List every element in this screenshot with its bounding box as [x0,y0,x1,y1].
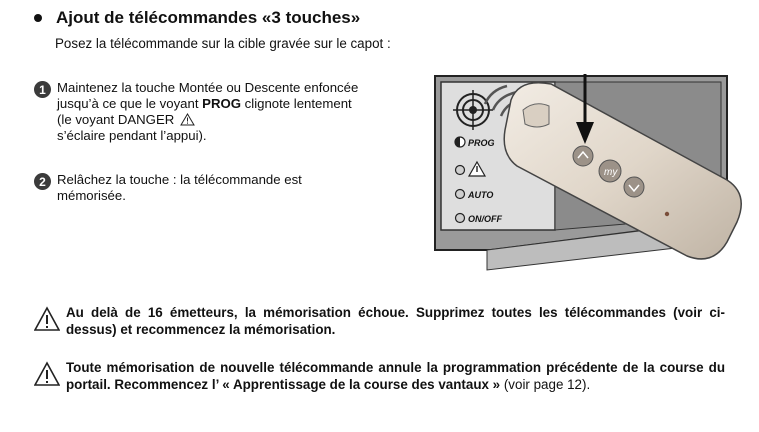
section-heading [34,8,360,28]
warning-triangle-icon [34,306,60,332]
step-text-part: clignote lentement (le voyant DANGER [57,96,352,127]
step-2 [34,172,362,204]
page-title: Ajout de télécommandes «3 touches» [56,8,361,27]
step-number-badge: 1 [34,81,51,98]
auto-indicator [456,190,494,201]
warning-text-bold: Toute mémorisation de nouvelle télécommande annule la programmation précédente de la course du portail. Recommencez l’ « Apprentissage de la course des vantaux » [66,360,725,392]
step-1 [34,80,362,144]
prog-indicator [455,137,495,148]
step-text-part: Maintenez la touche Montée ou Descente enfoncée jusqu’à ce que le voyant [57,80,359,111]
warning-note [34,304,725,338]
step-text-part: s’éclaire pendant l’appui). [57,128,207,143]
warning-text [66,359,725,393]
remote-on-panel-illustration [427,70,745,288]
warning-note [34,359,725,393]
step-text [57,80,362,144]
warning-triangle-icon [180,113,195,126]
intro-text: Posez la télécommande sur la cible gravée sur le capot : [55,36,391,51]
prog-label: PROG [202,96,242,111]
my-button-label: my [604,167,618,178]
prog-panel-label: PROG [468,138,495,148]
page-reference: (voir page 12). [500,377,591,392]
step-number-badge: 2 [34,173,51,190]
step-text: Relâchez la touche : la télécommande est mémorisée. [57,172,302,203]
onoff-panel-label: ON/OFF [468,214,502,224]
bullet-icon [34,14,42,22]
auto-panel-label: AUTO [468,190,494,200]
warning-triangle-icon [34,361,60,387]
warning-text: Au delà de 16 émetteurs, la mémorisation échoue. Supprimez toutes les télécommandes (voir ci-dessus) et recommencez la mémorisation. [66,305,725,337]
